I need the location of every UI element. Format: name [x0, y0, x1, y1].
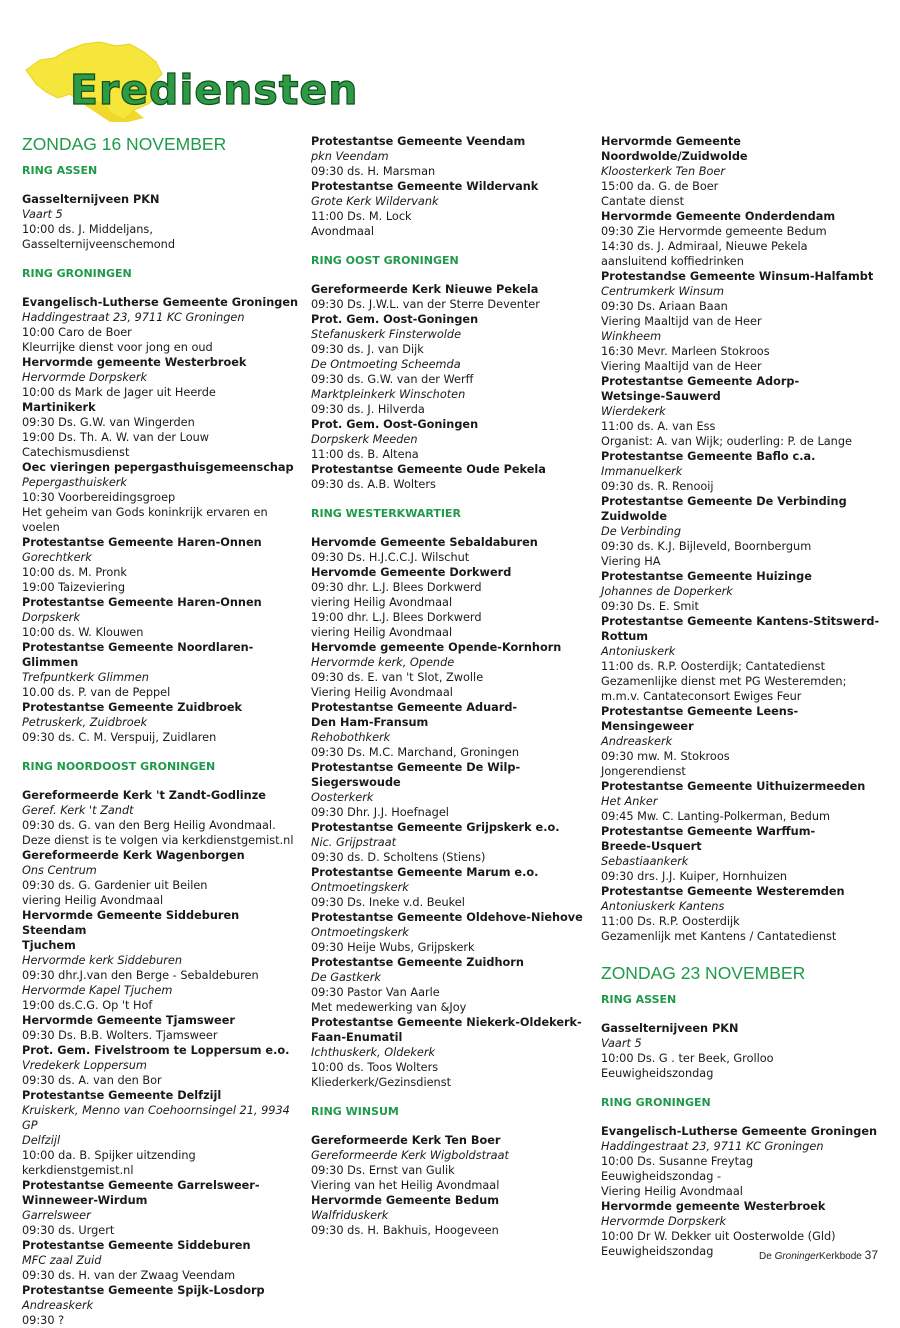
congregation-name: Prot. Gem. Oost-Goningen — [311, 313, 479, 326]
congregation-name: Hervormde gemeente Westerbroek — [22, 356, 247, 369]
congregation-name: Protestantse Gemeente Grijpskerk e.o. — [311, 821, 560, 834]
church-location: Rehobothkerk — [311, 731, 391, 744]
church-location: Nic. Grijpstraat — [311, 836, 397, 849]
church-location: De Ontmoeting Scheemda — [311, 358, 461, 371]
congregation-name: Protestantse Gemeente Huizinge — [601, 570, 812, 583]
congregation-name: Protestantse Gemeente Delfzijl — [22, 1089, 222, 1102]
congregation-name: Breede-Usquert — [601, 840, 702, 853]
spacer — [311, 239, 593, 253]
church-location: Johannes de Doperkerk — [601, 585, 733, 598]
column-2 — [311, 134, 593, 1238]
service-detail: 09:30 Ds. Ernst van Gulik — [311, 1164, 455, 1177]
service-detail: 16:30 Mevr. Marleen Stokroos — [601, 345, 770, 358]
service-detail: 09:30 drs. J.J. Kuiper, Hornhuizen — [601, 870, 788, 883]
service-detail: 10:00 Dr W. Dekker uit Oosterwolde (Gld) — [601, 1230, 836, 1243]
service-detail: Deze dienst is te volgen via kerkdienstgemist.nl — [22, 834, 294, 847]
church-location: Garrelsweer — [22, 1209, 91, 1222]
page-number: 37 — [864, 1248, 878, 1262]
church-location: Antoniuskerk — [601, 645, 676, 658]
congregation-name: Protestantse Gemeente Zuidhorn — [311, 956, 524, 969]
church-location: Immanuelkerk — [601, 465, 683, 478]
congregation-name: Protestantse Gemeente Siddeburen — [22, 1239, 251, 1252]
service-detail: 09:30 Ds. G.W. van Wingerden — [22, 416, 195, 429]
church-location: Ontmoetingskerk — [311, 926, 409, 939]
congregation-name: Protestantse Gemeente Haren-Onnen — [22, 596, 262, 609]
service-detail: Catechismusdienst — [22, 446, 130, 459]
congregation-name: Protestantse Gemeente Haren-Onnen — [22, 536, 262, 549]
church-location: Sebastiaankerk — [601, 855, 689, 868]
service-detail: Jongerendienst — [601, 765, 686, 778]
congregation-name: Evangelisch-Lutherse Gemeente Groningen — [22, 296, 299, 309]
service-detail: 09:30 dhr.J.van den Berge - Sebaldeburen — [22, 969, 259, 982]
church-location: Pepergasthuiskerk — [22, 476, 127, 489]
spacer — [22, 252, 304, 266]
column-1 — [22, 134, 304, 1328]
congregation-name: Martinikerk — [22, 401, 96, 414]
service-detail: 10:00 ds Mark de Jager uit Heerde — [22, 386, 216, 399]
service-detail: 19:00 Ds. Th. A. W. van der Louw — [22, 431, 210, 444]
service-detail: 10:00 Caro de Boer — [22, 326, 132, 339]
ring-heading: RING GRONINGEN — [601, 1096, 711, 1109]
ring-heading: RING ASSEN — [22, 164, 98, 177]
footer-suffix: Kerkbode — [819, 1251, 862, 1262]
church-location: Walfriduskerk — [311, 1209, 389, 1222]
service-detail: Viering HA — [601, 555, 661, 568]
service-detail: 09:30 Heije Wubs, Grijpskerk — [311, 941, 475, 954]
spacer — [601, 944, 886, 963]
column-3 — [601, 134, 886, 1259]
church-location: Hervormde kerk Siddeburen — [22, 954, 183, 967]
church-location: Hervormde Kapel Tjuchem — [22, 984, 173, 997]
footer-prefix: De — [759, 1251, 772, 1262]
congregation-name: Protestantse Gemeente Kantens-Stitswerd- — [601, 615, 880, 628]
service-detail: 09:30 Ds. Ariaan Baan — [601, 300, 728, 313]
church-location: Centrumkerk Winsum — [601, 285, 725, 298]
service-detail: 09:30 ds. Urgert — [22, 1224, 115, 1237]
congregation-name: Protestantse Gemeente Wildervank — [311, 180, 539, 193]
service-detail: 09:30 ds. G. van den Berg Heilig Avondmaal. — [22, 819, 276, 832]
church-location: Dorpskerk — [22, 611, 80, 624]
service-detail: 15:00 da. G. de Boer — [601, 180, 719, 193]
congregation-name: Protestantse Gemeente Warffum- — [601, 825, 816, 838]
church-location: Marktpleinkerk Winschoten — [311, 388, 466, 401]
date-heading: ZONDAG 16 NOVEMBER — [22, 134, 227, 154]
congregation-name: Protestantse Gemeente Oldehove-Niehove — [311, 911, 583, 924]
spacer — [22, 745, 304, 759]
service-detail: 09:30 Ds. H.J.C.C.J. Wilschut — [311, 551, 470, 564]
service-detail: Eeuwigheidszondag — [601, 1067, 714, 1080]
congregation-name: Protestantse Gemeente Garrelsweer- — [22, 1179, 260, 1192]
date-heading: ZONDAG 23 NOVEMBER — [601, 963, 806, 983]
congregation-name: Hervormde Gemeente Onderdendam — [601, 210, 836, 223]
congregation-name: Faan-Enumatil — [311, 1031, 403, 1044]
service-detail: 09:30 Ds. M.C. Marchand, Groningen — [311, 746, 519, 759]
page-header — [18, 22, 488, 122]
service-detail: 10:00 ds. W. Klouwen — [22, 626, 144, 639]
church-location: Hervormde Dorpskerk — [22, 371, 148, 384]
service-detail: Eeuwigheidszondag — [601, 1245, 714, 1258]
service-detail: 10:00 Ds. G . ter Beek, Grolloo — [601, 1052, 774, 1065]
service-detail: Gezamenlijk met Kantens / Cantatedienst — [601, 930, 837, 943]
congregation-name: Protestantse Gemeente Aduard- — [311, 701, 518, 714]
service-detail: Met medewerking van &Joy — [311, 1001, 467, 1014]
service-detail: 19:00 Taizeviering — [22, 581, 126, 594]
church-location: Geref. Kerk 't Zandt — [22, 804, 134, 817]
congregation-name: Hervormde Gemeente Bedum — [311, 1194, 500, 1207]
congregation-name: Protestantse Gemeente Adorp- — [601, 375, 800, 388]
service-detail: 09:30 Zie Hervormde gemeente Bedum — [601, 225, 827, 238]
ring-heading: RING ASSEN — [601, 993, 677, 1006]
service-detail: 19:00 dhr. L.J. Blees Dorkwerd — [311, 611, 482, 624]
church-location: Hervormde Dorpskerk — [601, 1215, 727, 1228]
church-location: Dorpskerk Meeden — [311, 433, 418, 446]
service-detail: 10:00 Ds. Susanne Freytag — [601, 1155, 754, 1168]
church-location: Ons Centrum — [22, 864, 97, 877]
church-location: Stefanuskerk Finsterwolde — [311, 328, 462, 341]
church-location: Ichthuskerk, Oldekerk — [311, 1046, 436, 1059]
church-location: Vredekerk Loppersum — [22, 1059, 147, 1072]
congregation-name: Hervormde Gemeente Siddeburen Steendam — [22, 909, 240, 937]
congregation-name: Gereformeerde Kerk Nieuwe Pekela — [311, 283, 539, 296]
ring-heading: RING NOORDOOST GRONINGEN — [22, 760, 216, 773]
congregation-name: Gasselternijveen PKN — [22, 193, 160, 206]
service-detail: 09:30 ds. J. van Dijk — [311, 343, 424, 356]
page-footer — [759, 1248, 878, 1262]
service-detail: 10:00 ds. Toos Wolters — [311, 1061, 439, 1074]
service-detail: 09:30 ds. G. Gardenier uit Beilen — [22, 879, 208, 892]
church-location: Haddingestraat 23, 9711 KC Groningen — [22, 311, 245, 324]
church-location: Andreaskerk — [22, 1299, 94, 1312]
congregation-name: Prot. Gem. Fivelstroom te Loppersum e.o. — [22, 1044, 290, 1057]
congregation-name: Hervormde Gemeente Tjamsweer — [22, 1014, 235, 1027]
service-detail: 09:30 Ds. Ineke v.d. Beukel — [311, 896, 465, 909]
service-detail: 09:30 ds. C. M. Verspuij, Zuidlaren — [22, 731, 217, 744]
congregation-name: Protestantse Gemeente Leens-Mensingeweer — [601, 705, 799, 733]
church-location: Vaart 5 — [601, 1037, 642, 1050]
congregation-name: Gereformeerde Kerk 't Zandt-Godlinze — [22, 789, 266, 802]
service-detail: 09:30 ds. H. Bakhuis, Hoogeveen — [311, 1224, 499, 1237]
spacer — [311, 1090, 593, 1104]
congregation-name: Prot. Gem. Oost-Goningen — [311, 418, 479, 431]
service-detail: Viering Maaltijd van de Heer — [601, 315, 762, 328]
church-location: Kruiskerk, Menno van Coehoornsingel 21, 9934 GP — [22, 1104, 290, 1132]
service-detail: Kleurrijke dienst voor jong en oud — [22, 341, 213, 354]
congregation-name: Winneweer-Wirdum — [22, 1194, 148, 1207]
service-detail: aansluitend koffiedrinken — [601, 255, 744, 268]
congregation-name: Hervomde Gemeente Sebaldaburen — [311, 536, 538, 549]
footer-magazine: Groninger — [774, 1251, 820, 1262]
congregation-name: Den Ham-Fransum — [311, 716, 429, 729]
church-location: Winkheem — [601, 330, 662, 343]
service-detail: Avondmaal — [311, 225, 374, 238]
page-title: Erediensten — [70, 66, 359, 114]
church-location: pkn Veendam — [311, 150, 389, 163]
congregation-name: Wetsinge-Sauwerd — [601, 390, 721, 403]
service-detail: 09:30 Dhr. J.J. Hoefnagel — [311, 806, 449, 819]
service-detail: Organist: A. van Wijk; ouderling: P. de Lange — [601, 435, 852, 448]
congregation-name: Protestantse Gemeente Noordlaren-Glimmen — [22, 641, 254, 669]
service-detail: Viering van het Heilig Avondmaal — [311, 1179, 500, 1192]
church-location: Antoniuskerk Kantens — [601, 900, 725, 913]
service-detail: viering Heilig Avondmaal — [311, 626, 453, 639]
congregation-name: Protestantse Gemeente Westeremden — [601, 885, 845, 898]
ring-heading: RING OOST GRONINGEN — [311, 254, 459, 267]
service-detail: 09:30 Ds. J.W.L. van der Sterre Deventer — [311, 298, 540, 311]
congregation-name: Hervormde Gemeente Noordwolde/Zuidwolde — [601, 135, 748, 163]
congregation-name: Gereformeerde Kerk Ten Boer — [311, 1134, 501, 1147]
church-location: Haddingestraat 23, 9711 KC Groningen — [601, 1140, 824, 1153]
service-detail: 11:00 ds. B. Altena — [311, 448, 419, 461]
service-detail: 09:30 ds. H. Marsman — [311, 165, 436, 178]
service-detail: 09:30 ds. A. van den Bor — [22, 1074, 162, 1087]
congregation-name: Protestantse Gemeente De Verbinding — [601, 495, 847, 508]
service-detail: Het geheim van Gods koninkrijk ervaren en voelen — [22, 506, 268, 534]
service-detail: 09:30 ds. E. van 't Slot, Zwolle — [311, 671, 484, 684]
church-location: Oosterkerk — [311, 791, 374, 804]
service-detail: 09:30 dhr. L.J. Blees Dorkwerd — [311, 581, 482, 594]
service-detail: 09:30 mw. M. Stokroos — [601, 750, 730, 763]
service-detail: 09:30 ? — [22, 1314, 65, 1327]
congregation-name: Zuidwolde — [601, 510, 668, 523]
congregation-name: Protestantse Gemeente Oude Pekela — [311, 463, 546, 476]
church-location: Petruskerk, Zuidbroek — [22, 716, 148, 729]
congregation-name: Gereformeerde Kerk Wagenborgen — [22, 849, 245, 862]
service-detail: m.m.v. Cantateconsort Ewiges Feur — [601, 690, 802, 703]
service-detail: viering Heilig Avondmaal — [22, 894, 164, 907]
church-location: Hervormde kerk, Opende — [311, 656, 455, 669]
church-location: Trefpuntkerk Glimmen — [22, 671, 149, 684]
congregation-name: Gasselternijveen PKN — [601, 1022, 739, 1035]
spacer — [601, 1081, 886, 1095]
congregation-name: Tjuchem — [22, 939, 76, 952]
service-detail: 09:30 ds. R. Renooij — [601, 480, 714, 493]
service-detail: 09:30 ds. D. Scholtens (Stiens) — [311, 851, 486, 864]
service-detail: 11:00 ds. R.P. Oosterdijk; Cantatedienst — [601, 660, 825, 673]
service-detail: 11:00 Ds. M. Lock — [311, 210, 412, 223]
church-location: Gorechtkerk — [22, 551, 92, 564]
service-detail: Viering Maaltijd van de Heer — [601, 360, 762, 373]
congregation-name: Protestantse Gemeente Baflo c.a. — [601, 450, 816, 463]
service-detail: 09:30 ds. H. van der Zwaag Veendam — [22, 1269, 236, 1282]
ring-heading: RING WESTERKWARTIER — [311, 507, 461, 520]
spacer — [311, 492, 593, 506]
service-detail: 10:00 ds. J. Middeljans, Gasselternijveenschemond — [22, 223, 175, 251]
congregation-name: Protestantse Gemeente Marum e.o. — [311, 866, 539, 879]
congregation-name: Rottum — [601, 630, 649, 643]
service-detail: 14:30 ds. J. Admiraal, Nieuwe Pekela — [601, 240, 808, 253]
congregation-name: Hervormde gemeente Westerbroek — [601, 1200, 826, 1213]
service-detail: 09:45 Mw. C. Lanting-Polkerman, Bedum — [601, 810, 830, 823]
congregation-name: Protestantse Gemeente Zuidbroek — [22, 701, 243, 714]
church-location: MFC zaal Zuid — [22, 1254, 102, 1267]
service-detail: 11:00 Ds. R.P. Oosterdijk — [601, 915, 740, 928]
service-detail: 11:00 ds. A. van Ess — [601, 420, 716, 433]
church-location: Delfzijl — [22, 1134, 61, 1147]
church-location: Het Anker — [601, 795, 658, 808]
service-detail: 10:30 Voorbereidingsgroep — [22, 491, 176, 504]
church-location: De Verbinding — [601, 525, 682, 538]
service-detail: 09:30 Pastor Van Aarle — [311, 986, 440, 999]
service-detail: Eeuwigheidszondag - — [601, 1170, 722, 1183]
church-location: Andreaskerk — [601, 735, 673, 748]
congregation-name: Hervomde gemeente Opende-Kornhorn — [311, 641, 562, 654]
congregation-name: Evangelisch-Lutherse Gemeente Groningen — [601, 1125, 878, 1138]
service-detail: Kliederkerk/Gezinsdienst — [311, 1076, 452, 1089]
congregation-name: Protestandse Gemeente Winsum-Halfambt — [601, 270, 874, 283]
congregation-name: Protestantse Gemeente Spijk-Losdorp — [22, 1284, 265, 1297]
congregation-name: Hervomde Gemeente Dorkwerd — [311, 566, 512, 579]
service-detail: 10:00 ds. M. Pronk — [22, 566, 127, 579]
service-detail: 09:30 ds. A.B. Wolters — [311, 478, 436, 491]
church-location: De Gastkerk — [311, 971, 381, 984]
church-location: Vaart 5 — [22, 208, 63, 221]
service-detail: viering Heilig Avondmaal — [311, 596, 453, 609]
service-detail: 09:30 ds. G.W. van der Werff — [311, 373, 474, 386]
church-location: Gereformeerde Kerk Wigboldstraat — [311, 1149, 509, 1162]
church-location: Grote Kerk Wildervank — [311, 195, 439, 208]
congregation-name: Oec vieringen pepergasthuisgemeenschap — [22, 461, 294, 474]
service-detail: Gezamenlijke dienst met PG Westeremden; — [601, 675, 847, 688]
service-detail: Cantate dienst — [601, 195, 685, 208]
service-detail: 10:00 da. B. Spijker uitzending kerkdienstgemist.nl — [22, 1149, 196, 1177]
congregation-name: Protestantse Gemeente Veendam — [311, 135, 526, 148]
service-detail: 10.00 ds. P. van de Peppel — [22, 686, 171, 699]
service-detail: Viering Heilig Avondmaal — [311, 686, 453, 699]
church-location: Wierdekerk — [601, 405, 666, 418]
congregation-name: Protestantse Gemeente De Wilp-Siegerswoude — [311, 761, 521, 789]
service-detail: 09:30 ds. J. Hilverda — [311, 403, 425, 416]
ring-heading: RING WINSUM — [311, 1105, 399, 1118]
church-location: Kloosterkerk Ten Boer — [601, 165, 726, 178]
church-location: Ontmoetingskerk — [311, 881, 409, 894]
service-detail: 09:30 Ds. B.B. Wolters. Tjamsweer — [22, 1029, 218, 1042]
service-detail: Viering Heilig Avondmaal — [601, 1185, 743, 1198]
ring-heading: RING GRONINGEN — [22, 267, 132, 280]
congregation-name: Protestantse Gemeente Niekerk-Oldekerk- — [311, 1016, 582, 1029]
service-detail: 09:30 Ds. E. Smit — [601, 600, 699, 613]
service-detail: 19:00 ds.C.G. Op 't Hof — [22, 999, 153, 1012]
service-detail: 09:30 ds. K.J. Bijleveld, Boornbergum — [601, 540, 812, 553]
congregation-name: Protestantse Gemeente Uithuizermeeden — [601, 780, 866, 793]
